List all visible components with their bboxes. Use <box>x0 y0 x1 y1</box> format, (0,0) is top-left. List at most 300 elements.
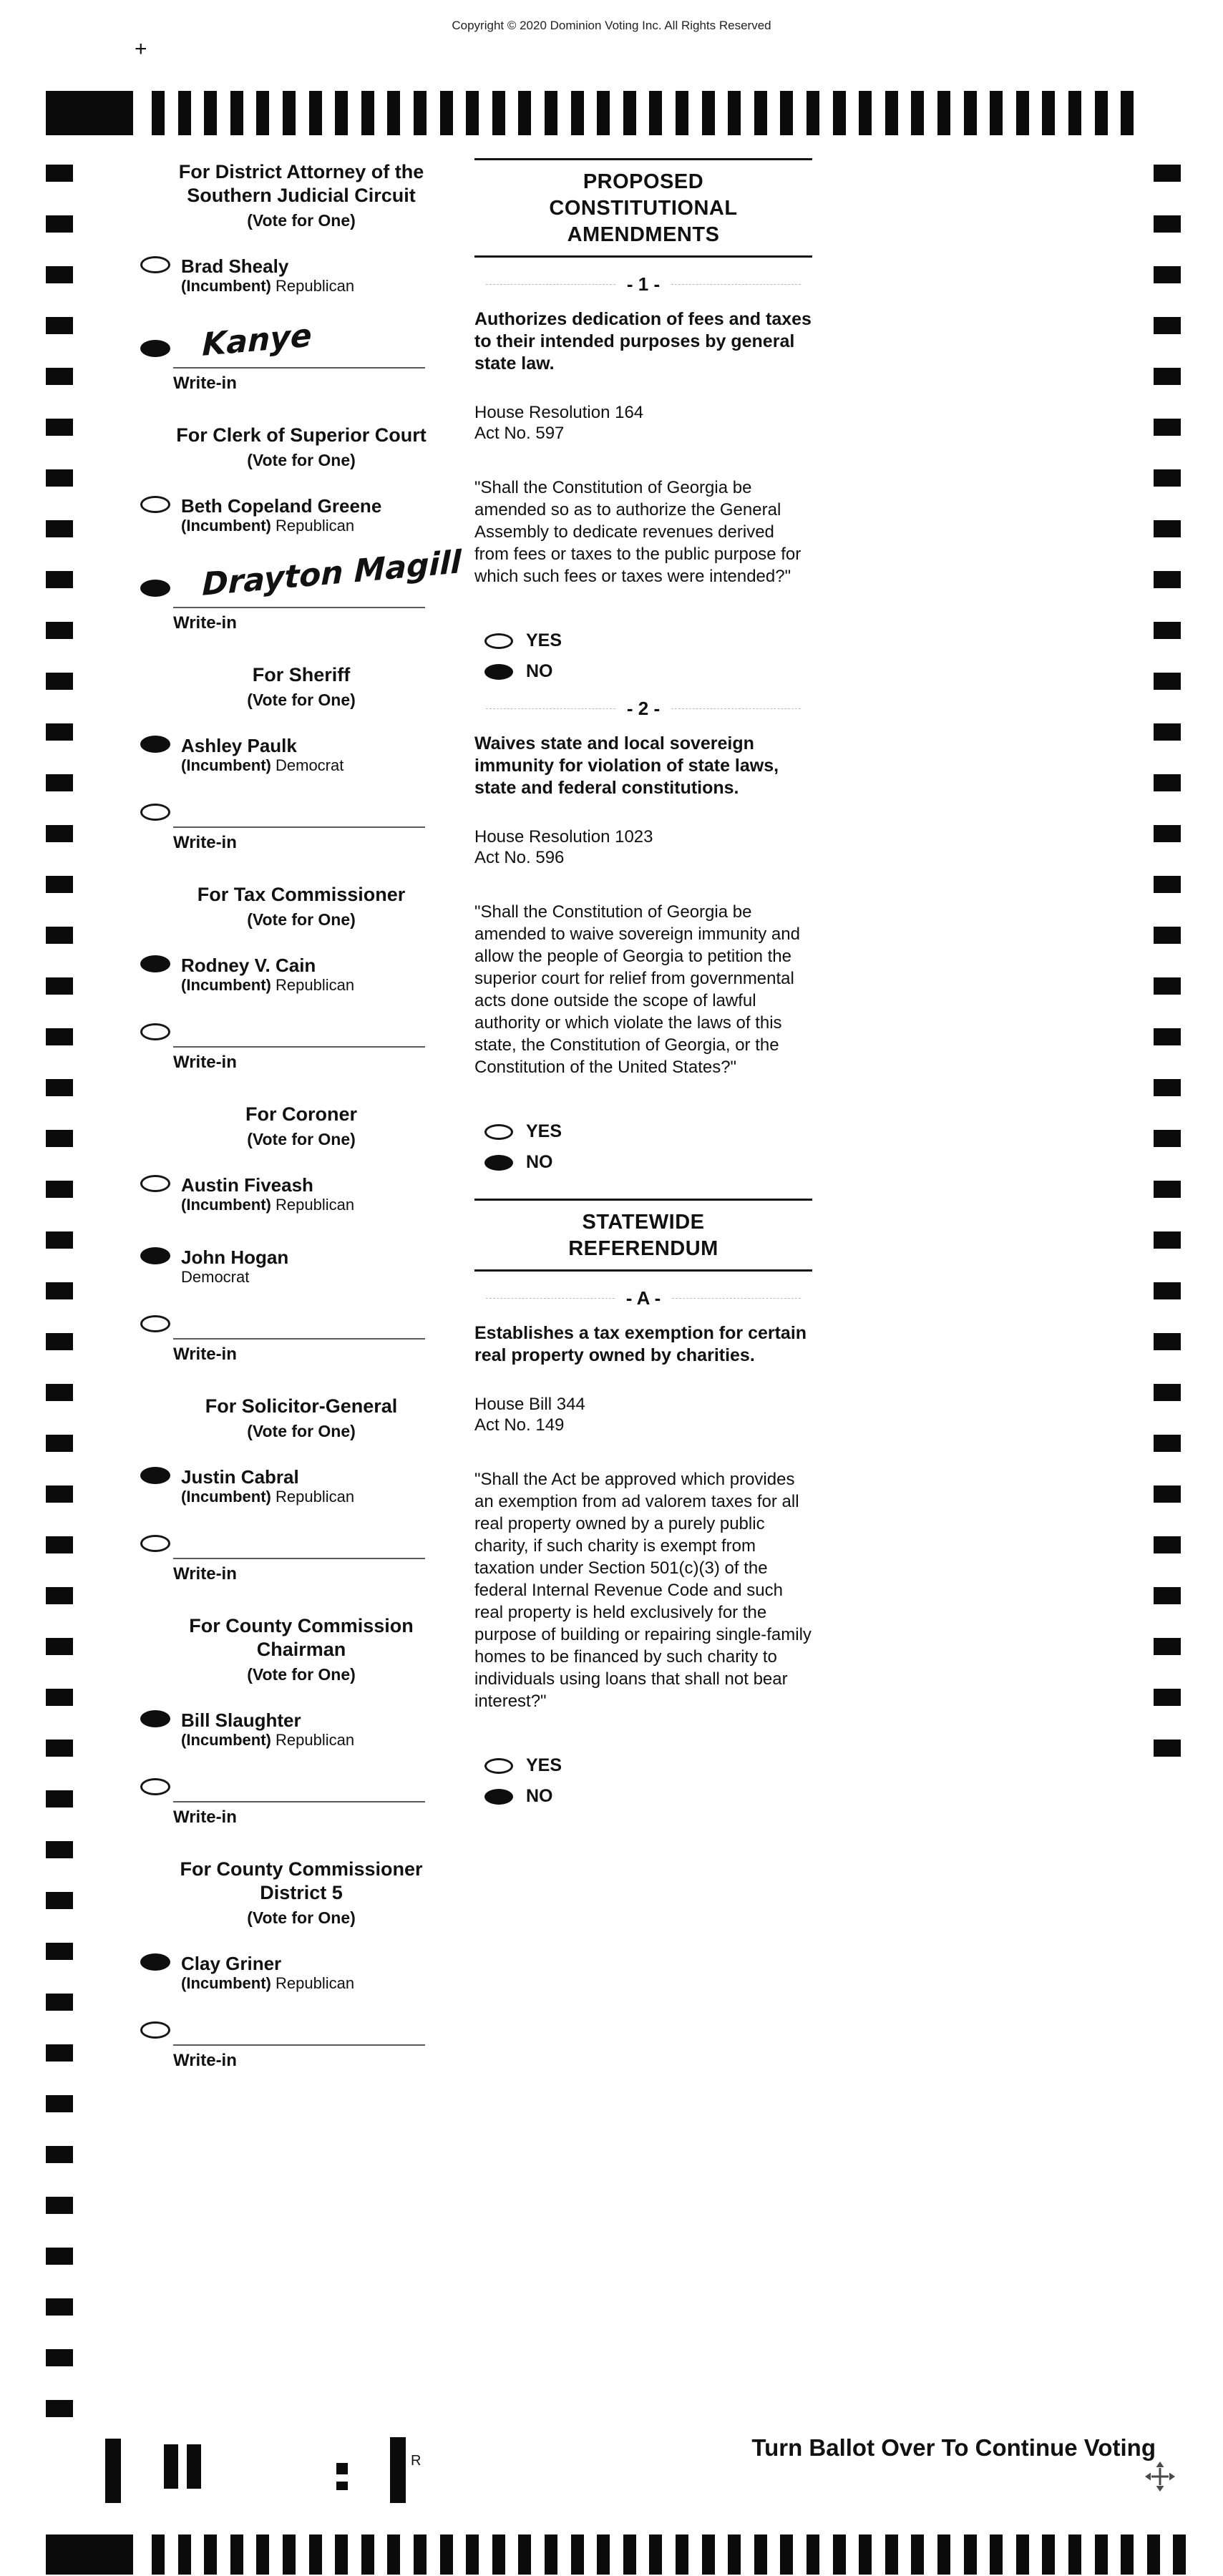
contests-column <box>140 160 462 2071</box>
contest-0 <box>140 160 462 394</box>
measure-authority <box>474 1394 812 1435</box>
write-in-line[interactable] <box>173 1558 425 1559</box>
dashed-rule <box>486 708 615 709</box>
timing-mark <box>46 1994 73 2011</box>
write-in-area <box>140 804 462 853</box>
timing-mark <box>46 520 73 537</box>
choice-label: NO <box>526 1786 553 1806</box>
vote-for-instruction: (Vote for One) <box>247 691 356 709</box>
dashed-rule <box>671 284 801 285</box>
candidate-row <box>140 1175 462 1214</box>
write-in-area <box>140 1778 462 1828</box>
contest-title-line: For Coroner <box>245 1103 357 1125</box>
timing-mark <box>46 1587 73 1604</box>
candidate-bubble[interactable] <box>140 1175 170 1192</box>
write-in-label: Write-in <box>173 1807 237 1827</box>
candidate-row <box>140 1953 462 1993</box>
timing-mark <box>1154 1536 1181 1553</box>
contest-title-line: For County Commissioner <box>180 1858 423 1880</box>
timing-mark <box>46 2534 133 2575</box>
contest-title <box>140 1858 462 1905</box>
timing-mark <box>46 1231 73 1249</box>
printer-bar-mark <box>336 2463 348 2474</box>
timing-mark <box>46 2146 73 2163</box>
timing-mark <box>46 1435 73 1452</box>
timing-mark <box>283 2534 296 2575</box>
contest-title-line: For Sheriff <box>252 664 351 686</box>
write-in-space <box>140 804 462 826</box>
timing-mark <box>911 2534 924 2575</box>
write-in-line[interactable] <box>173 826 425 828</box>
timing-mark <box>649 91 662 135</box>
timing-mark <box>754 2534 767 2575</box>
timing-mark <box>1154 1282 1181 1299</box>
timing-mark <box>990 91 1003 135</box>
write-in-line[interactable] <box>173 1046 425 1048</box>
timing-mark <box>1068 2534 1081 2575</box>
timing-mark <box>492 2534 505 2575</box>
choice-bubble[interactable] <box>484 1124 513 1140</box>
timing-mark <box>1154 1740 1181 1757</box>
timing-mark <box>518 2534 531 2575</box>
timing-mark <box>1042 2534 1055 2575</box>
timing-mark <box>1154 876 1181 893</box>
amendments-header-line: PROPOSED <box>583 170 704 193</box>
candidate-name: John Hogan <box>181 1246 289 1268</box>
timing-mark <box>335 2534 348 2575</box>
contest-title <box>140 424 462 447</box>
contest-title <box>140 1103 462 1126</box>
contest-2 <box>140 663 462 853</box>
timing-mark <box>885 91 898 135</box>
timing-mark <box>1154 165 1181 182</box>
timing-mark <box>46 2044 73 2062</box>
timing-mark <box>885 2534 898 2575</box>
authority-line: Act No. 597 <box>474 424 565 443</box>
timing-mark <box>676 91 688 135</box>
write-in-bubble[interactable] <box>140 804 170 821</box>
timing-mark <box>204 2534 217 2575</box>
timing-mark <box>440 91 453 135</box>
timing-mark <box>1121 2534 1134 2575</box>
vote-for-instruction: (Vote for One) <box>247 1130 356 1148</box>
timing-mark <box>283 91 296 135</box>
authority-line: Act No. 596 <box>474 848 565 867</box>
amendments-header <box>474 158 812 258</box>
timing-mark <box>990 2534 1003 2575</box>
contest-title-line: Southern Judicial Circuit <box>187 185 416 206</box>
timing-mark <box>1154 673 1181 690</box>
timing-mark <box>1173 2534 1186 2575</box>
choice-bubble[interactable] <box>484 664 513 680</box>
timing-mark <box>859 91 872 135</box>
timing-mark <box>1154 419 1181 436</box>
timing-mark <box>178 91 191 135</box>
timing-mark <box>361 91 374 135</box>
candidate-bubble[interactable] <box>140 955 170 972</box>
write-in-line[interactable] <box>173 1801 425 1802</box>
timing-mark <box>46 927 73 944</box>
write-in-line[interactable] <box>173 2044 425 2046</box>
choice-row-yes <box>484 1121 812 1142</box>
printer-bar-mark <box>336 2482 348 2490</box>
candidate-row <box>140 955 462 995</box>
timing-mark <box>46 876 73 893</box>
write-in-area <box>140 317 462 394</box>
write-in-bubble[interactable] <box>140 340 170 357</box>
timing-mark <box>178 2534 191 2575</box>
timing-mark <box>911 91 924 135</box>
choice-row-no <box>484 1152 812 1173</box>
measures-column <box>474 158 812 1807</box>
timing-mark <box>46 368 73 385</box>
choice-bubble[interactable] <box>484 1789 513 1805</box>
choice-label: YES <box>526 1121 562 1141</box>
candidate-detail <box>181 756 343 775</box>
timing-mark <box>937 2534 950 2575</box>
choice-row-yes <box>484 1755 812 1776</box>
timing-mark <box>46 977 73 995</box>
timing-mark <box>1154 1028 1181 1045</box>
timing-mark <box>1154 571 1181 588</box>
write-in-bubble[interactable] <box>140 1023 170 1040</box>
contest-title <box>140 663 462 687</box>
write-in-space <box>140 1778 462 1801</box>
timing-mark <box>807 2534 819 2575</box>
timing-mark <box>1154 1485 1181 1503</box>
candidate-bubble[interactable] <box>140 496 170 513</box>
timing-mark <box>387 91 400 135</box>
candidate-incumbent-label: (Incumbent) <box>181 1196 276 1214</box>
candidate-row <box>140 1710 462 1750</box>
write-in-area <box>140 544 462 633</box>
candidate-detail <box>181 1731 354 1750</box>
timing-mark <box>466 2534 479 2575</box>
contest-7 <box>140 1858 462 2071</box>
write-in-handwriting: Kanye <box>202 317 313 364</box>
timing-mark <box>728 91 741 135</box>
contest-title-line: District 5 <box>260 1882 343 1903</box>
timing-mark <box>46 2197 73 2214</box>
printer-bar-mark <box>164 2444 178 2489</box>
write-in-label: Write-in <box>173 833 237 852</box>
write-in-space <box>140 1315 462 1338</box>
candidate-text <box>181 256 354 296</box>
timing-mark <box>46 723 73 741</box>
write-in-area <box>140 1315 462 1365</box>
candidate-row <box>140 736 462 775</box>
candidate-bubble[interactable] <box>140 1953 170 1971</box>
timing-mark <box>1121 91 1134 135</box>
timing-mark <box>571 2534 584 2575</box>
timing-mark <box>46 1790 73 1807</box>
timing-mark <box>46 1384 73 1401</box>
choice-bubble[interactable] <box>484 1155 513 1171</box>
timing-mark <box>46 2349 73 2366</box>
timing-mark <box>46 774 73 791</box>
timing-mark <box>728 2534 741 2575</box>
candidate-name: Bill Slaughter <box>181 1709 301 1731</box>
timing-mark <box>702 2534 715 2575</box>
candidate-party: Democrat <box>181 1268 250 1286</box>
candidate-name: Clay Griner <box>181 1953 282 1974</box>
timing-mark <box>597 91 610 135</box>
timing-mark <box>1095 2534 1108 2575</box>
measure-question: "Shall the Act be approved which provides an exemption from ad valorem taxes for all real property owned by a purely public charity, if such charity is exempt from taxation under Section 501(c)(3) of the federal Internal Revenue Code and such real property is held exclusively for the purpose of building or repairing single-family homes to be financed by such charity to individuals using loans that shall not bear interest?" <box>474 1470 812 1711</box>
printer-bar-mark <box>187 2444 201 2489</box>
write-in-area <box>140 1023 462 1073</box>
timing-mark <box>309 91 322 135</box>
referendum-header-line: STATEWIDE <box>582 1211 705 1234</box>
timing-mark <box>780 91 793 135</box>
timing-mark <box>414 91 427 135</box>
timing-mark <box>335 91 348 135</box>
timing-mark <box>46 1689 73 1706</box>
timing-mark <box>46 2400 73 2417</box>
contest-title-line: For Clerk of Superior Court <box>176 424 427 446</box>
timing-mark <box>46 469 73 487</box>
timing-mark <box>1154 1638 1181 1655</box>
contest-title <box>140 1614 462 1662</box>
contest-6 <box>140 1614 462 1828</box>
timing-mark <box>387 2534 400 2575</box>
candidate-party: Republican <box>276 976 355 994</box>
candidate-incumbent-label: (Incumbent) <box>181 1488 276 1506</box>
candidate-text <box>181 1175 354 1214</box>
dashed-rule <box>671 708 801 709</box>
timing-mark <box>1154 266 1181 283</box>
candidate-incumbent-label: (Incumbent) <box>181 976 276 994</box>
vote-for-instruction: (Vote for One) <box>247 451 356 469</box>
timing-mark <box>1154 1231 1181 1249</box>
registration-crosshair-icon <box>1144 2460 1176 2493</box>
registration-plus-mark: + <box>135 37 147 61</box>
timing-mark <box>230 2534 243 2575</box>
timing-mark <box>1095 91 1108 135</box>
measure-number <box>474 1287 812 1309</box>
timing-mark <box>46 1536 73 1553</box>
candidate-incumbent-label: (Incumbent) <box>181 517 276 535</box>
measure-summary: Waives state and local sovereign immunity for violation of state laws, state and federal constitutions. <box>474 733 779 798</box>
write-in-bubble[interactable] <box>140 1778 170 1795</box>
candidate-party: Republican <box>276 1196 355 1214</box>
timing-mark <box>833 2534 846 2575</box>
measure-number <box>474 273 812 296</box>
candidate-text <box>181 1247 288 1287</box>
measure-number <box>474 698 812 720</box>
candidate-name: Ashley Paulk <box>181 735 297 756</box>
timing-mark <box>597 2534 610 2575</box>
choice-row-no <box>484 661 812 682</box>
timing-mark <box>1154 368 1181 385</box>
candidate-row <box>140 1247 462 1287</box>
choice-label: NO <box>526 661 553 681</box>
candidate-bubble[interactable] <box>140 736 170 753</box>
timing-mark <box>46 91 133 135</box>
timing-mark <box>46 165 73 182</box>
contest-title-line: For Solicitor-General <box>205 1395 398 1417</box>
candidate-detail <box>181 517 381 535</box>
candidate-incumbent-label: (Incumbent) <box>181 756 276 774</box>
timing-mark <box>1154 1181 1181 1198</box>
candidate-bubble[interactable] <box>140 1710 170 1727</box>
timing-mark <box>1016 91 1029 135</box>
choice-bubble[interactable] <box>484 1758 513 1774</box>
timing-mark <box>780 2534 793 2575</box>
timing-mark <box>518 91 531 135</box>
dashed-rule <box>486 284 615 285</box>
candidate-party: Republican <box>276 1488 355 1506</box>
write-in-area <box>140 1535 462 1584</box>
timing-mark <box>46 2298 73 2316</box>
write-in-line[interactable] <box>173 1338 425 1340</box>
write-in-bubble[interactable] <box>140 1315 170 1332</box>
measure-question: "Shall the Constitution of Georgia be amended so as to authorize the General Assembly to dedicate revenues derived from fees or taxes to the public purpose for which such fees or taxes were intended?" <box>474 478 801 586</box>
timing-mark <box>1154 825 1181 842</box>
contest-title-line: For County Commission <box>189 1615 414 1636</box>
authority-line: House Bill 344 <box>474 1395 585 1414</box>
timing-mark <box>1154 723 1181 741</box>
timing-mark <box>46 1740 73 1757</box>
timing-mark <box>964 2534 977 2575</box>
timing-mark <box>649 2534 662 2575</box>
candidate-detail <box>181 1974 354 1993</box>
timing-mark <box>152 2534 165 2575</box>
candidate-detail <box>181 1268 288 1287</box>
timing-mark <box>702 91 715 135</box>
choice-row-no <box>484 1786 812 1807</box>
timing-mark <box>676 2534 688 2575</box>
measure-question: "Shall the Constitution of Georgia be amended to waive sovereign immunity and allow the people of Georgia to petition the superior court for relief from governmental acts done outside the scope of lawful authority or which violate the laws of this state, the Constitution of Georgia, or the Constitution of the United States?" <box>474 902 800 1077</box>
contest-title-line: For Tax Commissioner <box>197 884 406 905</box>
timing-mark <box>545 2534 557 2575</box>
timing-mark <box>46 2248 73 2265</box>
contest-title <box>140 883 462 907</box>
authority-line: House Resolution 164 <box>474 403 644 422</box>
choice-bubble[interactable] <box>484 633 513 649</box>
candidate-row <box>140 1467 462 1506</box>
timing-mark <box>1154 977 1181 995</box>
timing-mark <box>46 673 73 690</box>
choice-label: YES <box>526 1755 562 1775</box>
vote-for-instruction: (Vote for One) <box>247 211 356 230</box>
write-in-line[interactable] <box>173 607 425 608</box>
timing-mark <box>492 91 505 135</box>
vote-for-instruction: (Vote for One) <box>247 1908 356 1927</box>
candidate-party: Republican <box>276 517 355 535</box>
candidate-text <box>181 1467 354 1506</box>
timing-mark <box>754 91 767 135</box>
candidate-bubble[interactable] <box>140 256 170 273</box>
timing-mark <box>1016 2534 1029 2575</box>
measure-number-text: - 2 - <box>626 698 661 719</box>
candidate-name: Beth Copeland Greene <box>181 495 382 517</box>
candidate-bubble[interactable] <box>140 1247 170 1264</box>
write-in-line[interactable] <box>173 367 425 369</box>
copyright-text: Copyright © 2020 Dominion Voting Inc. All Rights Reserved <box>452 19 771 32</box>
printer-bar-mark <box>390 2437 406 2503</box>
timing-mark <box>859 2534 872 2575</box>
referendum-header <box>474 1199 812 1272</box>
timing-mark <box>46 1892 73 1909</box>
write-in-bubble[interactable] <box>140 1535 170 1552</box>
authority-line: House Resolution 1023 <box>474 827 653 847</box>
timing-mark <box>1154 215 1181 233</box>
candidate-bubble[interactable] <box>140 1467 170 1484</box>
timing-mark <box>1154 317 1181 334</box>
timing-mark <box>46 1638 73 1655</box>
candidate-text <box>181 1953 354 1993</box>
candidate-party: Republican <box>276 277 355 295</box>
timing-mark <box>623 91 636 135</box>
timing-mark <box>807 91 819 135</box>
write-in-bubble[interactable] <box>140 580 170 597</box>
timing-mark <box>46 622 73 639</box>
amendments-header-line: AMENDMENTS <box>567 223 720 246</box>
timing-mark <box>46 1333 73 1350</box>
timing-mark <box>361 2534 374 2575</box>
timing-mark <box>230 91 243 135</box>
measure-number-text: - A - <box>625 1287 661 1309</box>
candidate-text <box>181 736 343 775</box>
authority-line: Act No. 149 <box>474 1415 565 1435</box>
timing-mark <box>833 91 846 135</box>
contest-title <box>140 160 462 208</box>
timing-mark <box>46 825 73 842</box>
choice-label: NO <box>526 1152 553 1172</box>
timing-mark <box>414 2534 427 2575</box>
dashed-rule <box>486 1298 615 1299</box>
write-in-space <box>140 1023 462 1046</box>
timing-mark <box>1154 1435 1181 1452</box>
candidate-detail <box>181 1488 354 1506</box>
timing-mark <box>1154 1130 1181 1147</box>
measure-authority <box>474 402 812 444</box>
contest-3 <box>140 883 462 1073</box>
vote-for-instruction: (Vote for One) <box>247 910 356 929</box>
timing-mark <box>440 2534 453 2575</box>
timing-mark <box>964 91 977 135</box>
contest-title-line: For District Attorney of the <box>178 161 424 182</box>
timing-mark <box>1154 520 1181 537</box>
write-in-space <box>140 2021 462 2044</box>
write-in-label: Write-in <box>173 2051 237 2070</box>
timing-mark <box>152 91 165 135</box>
timing-mark <box>1042 91 1055 135</box>
timing-mark <box>46 1485 73 1503</box>
timing-mark <box>1154 469 1181 487</box>
candidate-row <box>140 256 462 296</box>
candidate-name: Rodney V. Cain <box>181 955 316 976</box>
contest-title-line: Chairman <box>256 1639 346 1660</box>
vote-for-instruction: (Vote for One) <box>247 1665 356 1684</box>
measure-number-text: - 1 - <box>626 273 661 295</box>
candidate-text <box>181 955 354 995</box>
write-in-bubble[interactable] <box>140 2021 170 2039</box>
write-in-space <box>140 1535 462 1558</box>
candidate-party: Republican <box>276 1974 355 1992</box>
timing-mark <box>1154 1333 1181 1350</box>
timing-mark <box>46 1943 73 1960</box>
choice-row-yes <box>484 630 812 651</box>
timing-mark <box>46 571 73 588</box>
write-in-label: Write-in <box>173 613 237 633</box>
timing-mark <box>309 2534 322 2575</box>
contest-5 <box>140 1395 462 1584</box>
write-in-label: Write-in <box>173 1564 237 1584</box>
candidate-name: Justin Cabral <box>181 1466 299 1488</box>
candidate-detail <box>181 1196 354 1214</box>
